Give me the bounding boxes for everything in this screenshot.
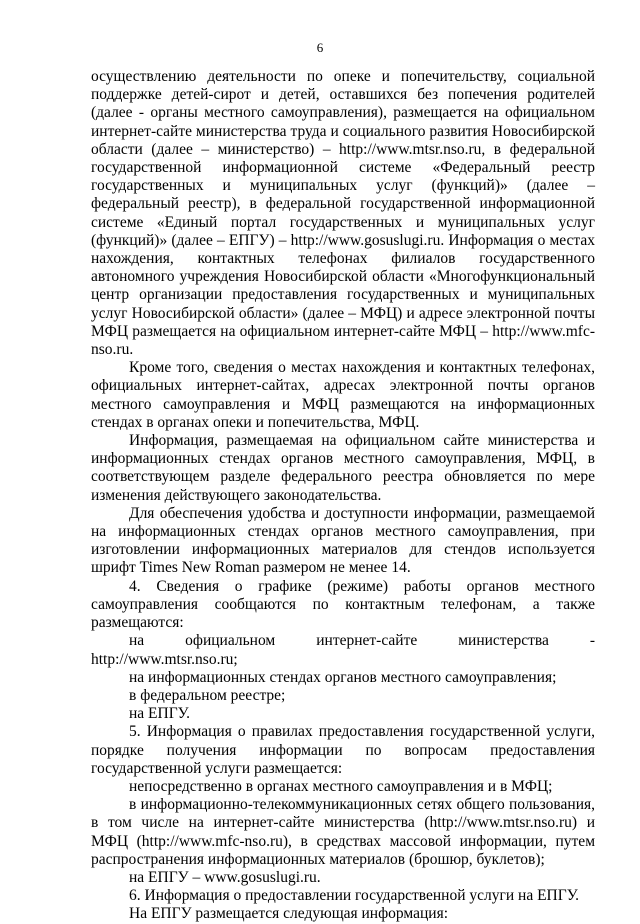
paragraph: Кроме того, сведения о местах нахождения и контактных телефонах, официальных интернет-сайтах, адресах электронной почты органов местного самоуправления и МФЦ размещаются на информационных стендах в органах опеки и попечительства, МФЦ. [91,359,595,431]
list-item: в информационно-телекоммуникационных сетях общего пользования, в том числе на интернет-сайте министерства (http://www.mtsr.nso.ru) и МФЦ (http://www.mfc-nso.ru), в средствах массовой информации, путем распространения информационных материалов (брошюр, буклетов); [91,796,595,868]
paragraph: Информация, размещаемая на официальном сайте министерства и информационных стендах органов местного самоуправления, МФЦ, в соответствующем разделе федерального реестра обновляется по мере изменения действующего законодательства. [91,432,595,504]
list-item: на ЕПГУ. [129,705,190,723]
paragraph: На ЕПГУ размещается следующая информация: [129,905,449,923]
list-item: в федеральном реестре; [129,686,286,704]
section-6-paragraph: 6. Информация о предоставлении государственной услуги на ЕПГУ. [129,887,580,905]
page-number: 6 [316,40,324,55]
list-item: непосредственно в органах местного самоуправления и в МФЦ; [129,777,553,795]
section-5-paragraph: 5. Информация о правилах предоставления государственной услуги, порядке получения информации по вопросам предоставления государственной услуги размещается: [91,723,595,777]
list-item: на ЕПГУ – www.gosuslugi.ru. [129,868,321,886]
document-body [91,68,595,924]
list-item: на официальном интернет-сайте министерства - http://www.mtsr.nso.ru; [91,632,595,668]
section-4-paragraph: 4. Сведения о графике (режиме) работы органов местного самоуправления сообщаются по контактным телефонам, а также размещаются: [91,577,595,632]
paragraph: осуществлению деятельности по опеке и попечительству, социальной поддержке детей-сирот и детей, оставшихся без попечения родителей (далее - органы местного самоуправления), размещается на официальном интернет-сайте министерства труда и социального развития Новосибирской области (далее – министерство) – http://www.mtsr.nso.ru, в федеральной государственной информационной системе «Федеральный реестр государственных и муниципальных услуг (функций)» (далее – федеральный реестр), в федеральной государственной информационной системе «Единый портал государственных и муниципальных услуг (функций)» (далее – ЕПГУ) – http://www.gosuslugi.ru. Информация о местах нахождения, контактных телефонах филиалов государственного автономного учреждения Новосибирской области «Многофункциональный центр организации предоставления государственных и муниципальных услуг Новосибирской области» (далее – МФЦ) и адресе электронной почты МФЦ размещается на официальном интернет-сайте МФЦ – http://www.mfc-nso.ru. [91,68,595,359]
list-item: на информационных стендах органов местного самоуправления; [129,668,557,686]
paragraph: Для обеспечения удобства и доступности информации, размещаемой на информационных стендах органов местного самоуправления, при изготовлении информационных материалов для стендов используется шрифт Times New Roman размером не менее 14. [91,504,595,577]
